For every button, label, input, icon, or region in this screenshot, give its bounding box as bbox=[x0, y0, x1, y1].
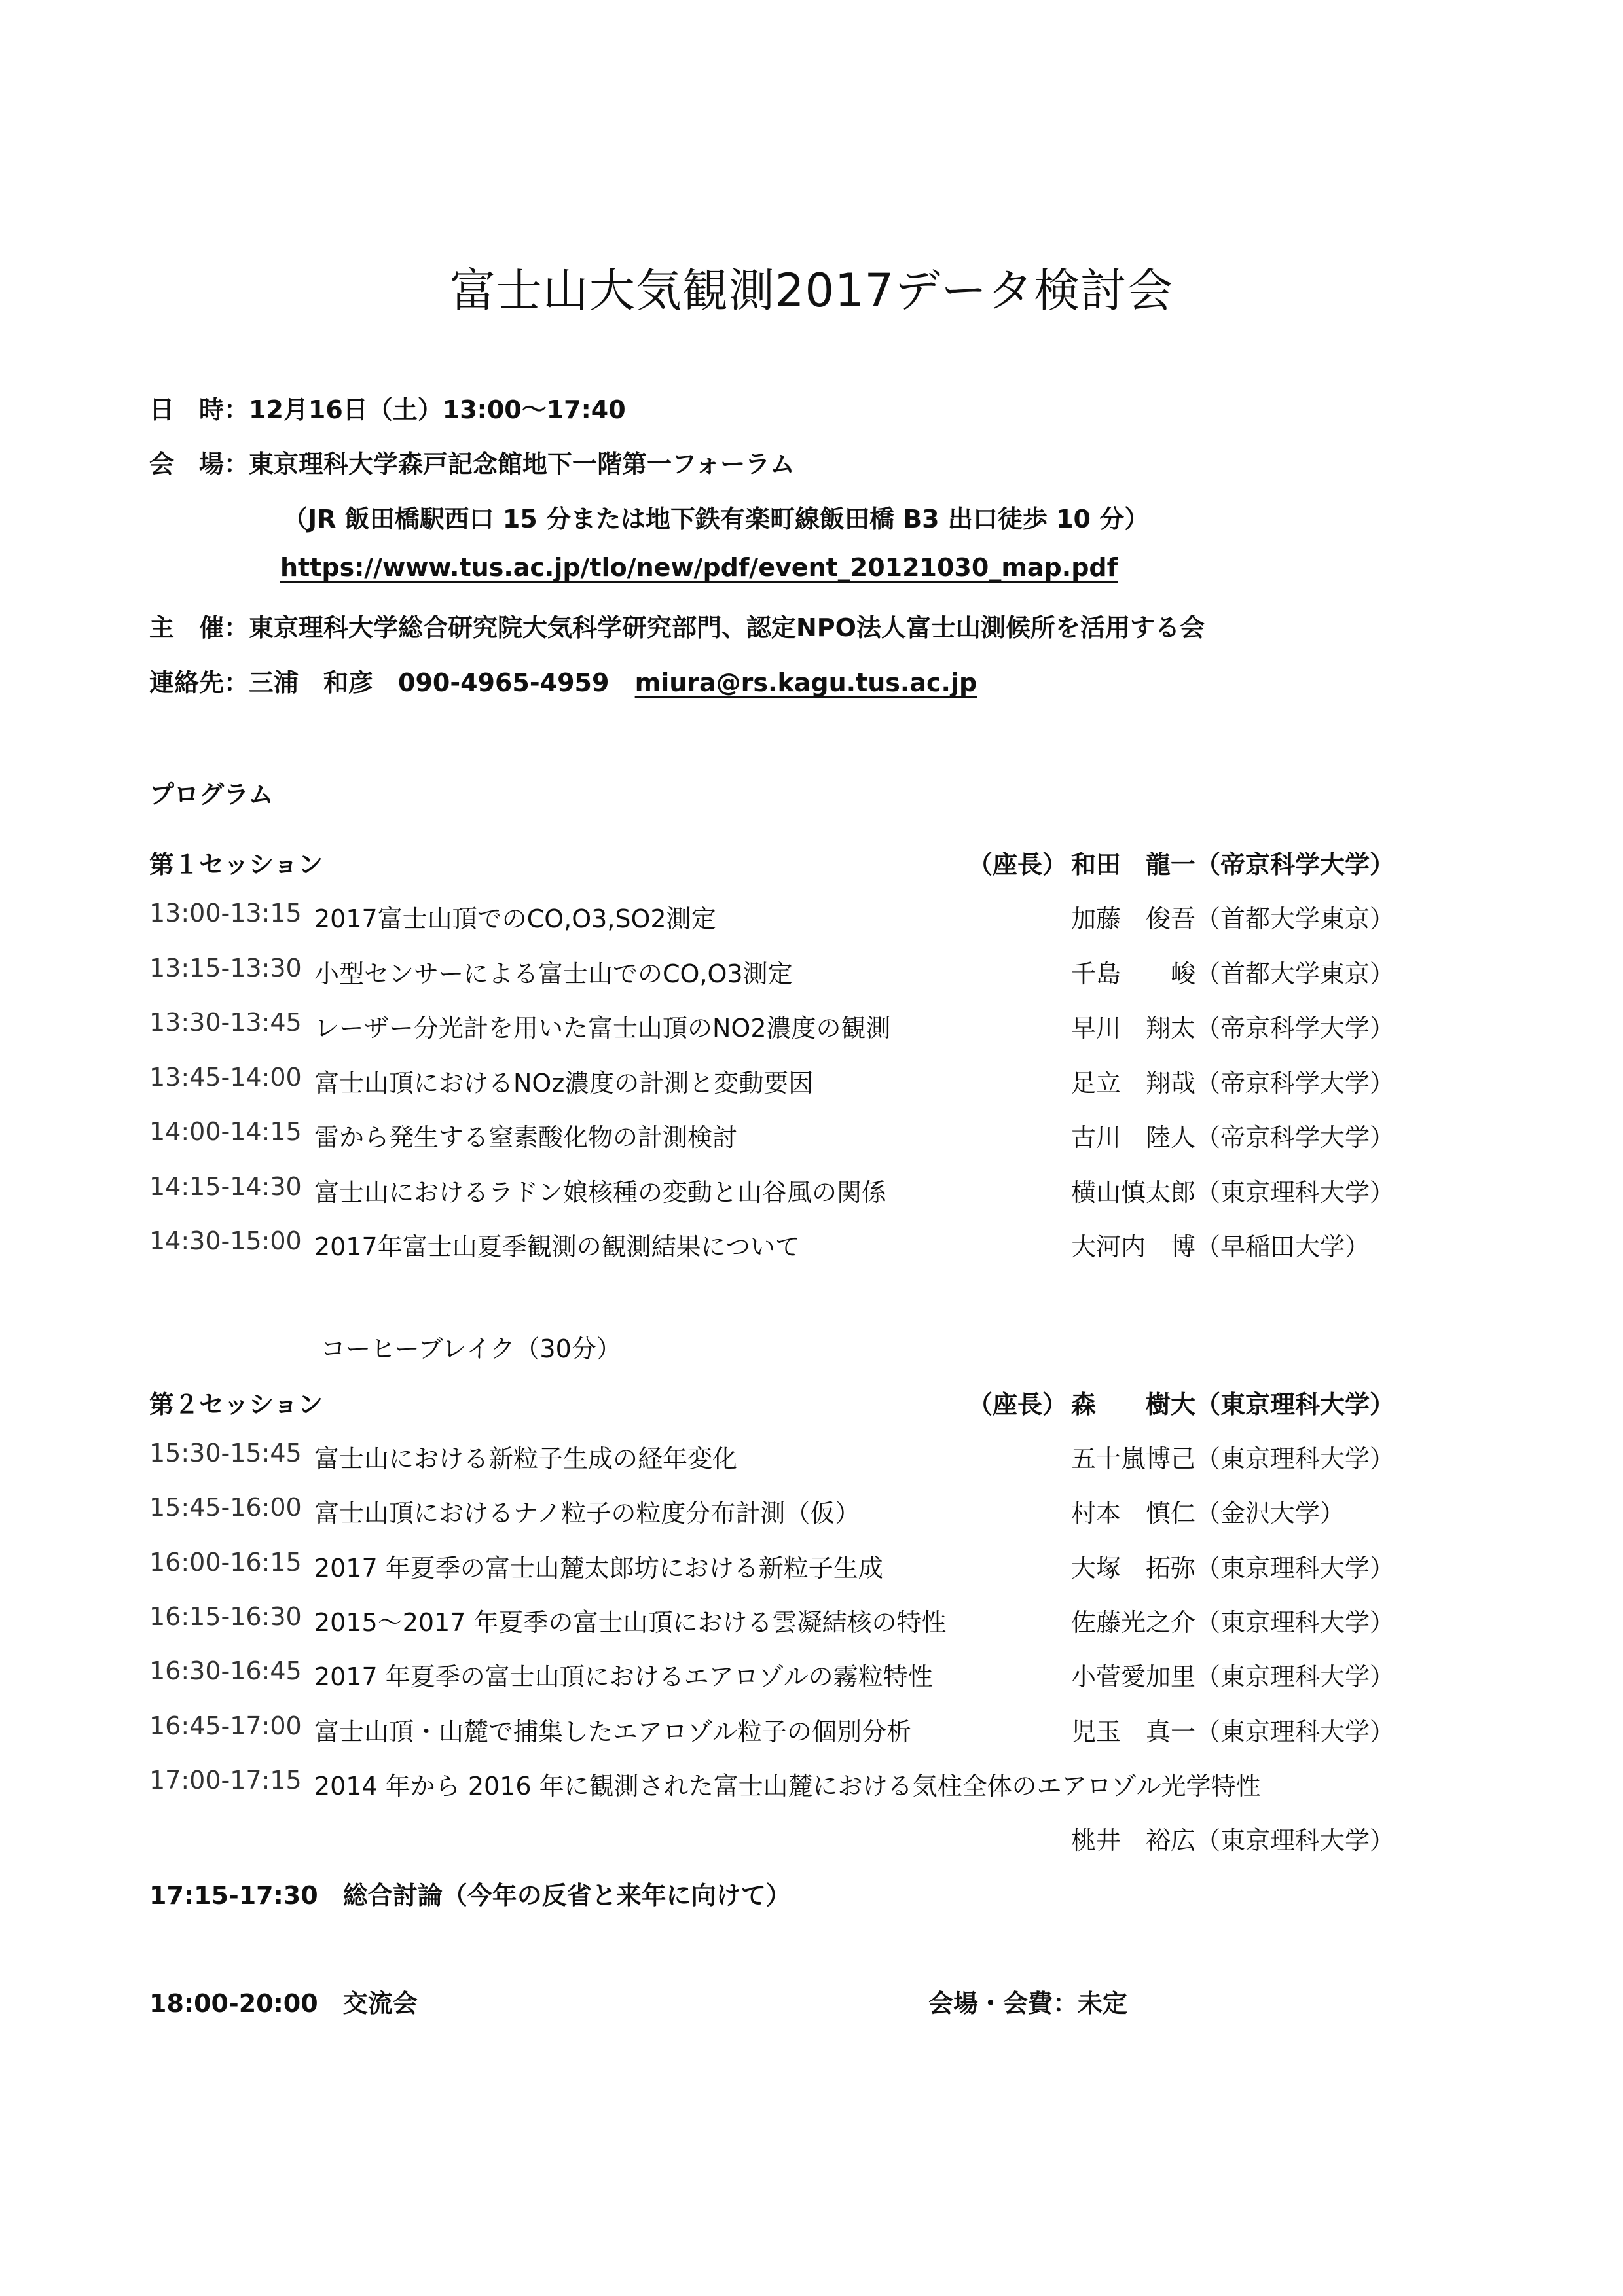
talk-speaker: 小菅愛加里（東京理科大学） bbox=[1071, 1662, 1395, 1692]
session-chair: 和田 龍一（帝京科学大学） bbox=[1071, 850, 1395, 879]
talk-title: 富士山頂・山麓で捕集したエアロゾル粒子の個別分析 bbox=[314, 1717, 912, 1746]
talk-row bbox=[149, 1547, 1395, 1587]
talk-time: 15:30-15:45 bbox=[149, 1439, 302, 1467]
map-link[interactable]: https://www.tus.ac.jp/tlo/new/pdf/event_20121030_map.pdf bbox=[280, 553, 1118, 582]
talk-time: 16:30-16:45 bbox=[149, 1657, 302, 1686]
talk-speaker: 足立 翔哉（帝京科学大学） bbox=[1071, 1068, 1395, 1098]
talk-speaker: 早川 翔太（帝京科学大学） bbox=[1071, 1014, 1395, 1043]
talk-speaker: 佐藤光之介（東京理科大学） bbox=[1071, 1607, 1395, 1637]
talk-time: 14:30-15:00 bbox=[149, 1227, 302, 1255]
session-chair: 森 樹大（東京理科大学） bbox=[1071, 1390, 1395, 1419]
talk-row bbox=[149, 1062, 1395, 1102]
page-title: 富士山大気観測2017データ検討会 bbox=[449, 264, 1174, 317]
program-heading: プログラム bbox=[149, 780, 274, 809]
talk-row bbox=[149, 1711, 1395, 1751]
talk-row bbox=[149, 1227, 1387, 1266]
talk-row bbox=[149, 1439, 1395, 1478]
talk-title: 富士山頂におけるナノ粒子の粒度分布計測（仮） bbox=[314, 1499, 860, 1528]
talk-time: 15:45-16:00 bbox=[149, 1493, 302, 1522]
talk-title: 2017年富士山夏季観測の観測結果について bbox=[314, 1232, 800, 1261]
talk-row bbox=[149, 899, 1395, 938]
event-venue: 会 場：東京理科大学森戸記念館地下一階第一フォーラム bbox=[149, 450, 795, 478]
talk-time: 13:30-13:45 bbox=[149, 1008, 302, 1037]
talk-title: 小型センサーによる富士山でのCO,O3測定 bbox=[314, 959, 793, 988]
talk-speaker: 五十嵐博己（東京理科大学） bbox=[1071, 1444, 1395, 1473]
talk-speaker: 千島 峻（首都大学東京） bbox=[1071, 959, 1395, 988]
talk-speaker: 桃井 裕広（東京理科大学） bbox=[1071, 1826, 1395, 1856]
talk-row bbox=[149, 1766, 1387, 1805]
talk-title: 富士山における新粒子生成の経年変化 bbox=[314, 1444, 738, 1473]
talk-title: 2014 年から 2016 年に観測された富士山麓における気柱全体のエアロゾル光学特性 bbox=[314, 1771, 1261, 1801]
contact-label: 連絡先：三浦 和彦 090-4965-4959 bbox=[149, 668, 610, 697]
talk-speaker: 村本 慎仁（金沢大学） bbox=[1071, 1499, 1345, 1528]
contact-email[interactable]: miura@rs.kagu.tus.ac.jp bbox=[634, 668, 977, 697]
talk-title: レーザー分光計を用いた富士山頂のNO2濃度の観測 bbox=[314, 1014, 891, 1043]
talk-time: 14:15-14:30 bbox=[149, 1172, 302, 1201]
talk-time: 13:00-13:15 bbox=[149, 899, 302, 927]
coffee-break: コーヒーブレイク（30分） bbox=[321, 1335, 621, 1363]
talk-time: 13:15-13:30 bbox=[149, 953, 302, 982]
talk-title: 雷から発生する窒素酸化物の計測検討 bbox=[314, 1123, 738, 1152]
talk-title: 2017 年夏季の富士山麓太郎坊における新粒子生成 bbox=[314, 1553, 883, 1583]
event-organizer: 主 催：東京理科大学総合研究院大気科学研究部門、認定NPO法人富士山測候所を活用する会 bbox=[149, 613, 1205, 642]
session-title: 第１セッション bbox=[149, 850, 323, 879]
talk-time: 16:45-17:00 bbox=[149, 1711, 302, 1740]
talk-speaker: 児玉 真一（東京理科大学） bbox=[1071, 1717, 1395, 1746]
talk-title: 2015〜2017 年夏季の富士山頂における雲凝結核の特性 bbox=[314, 1607, 947, 1637]
talk-row bbox=[149, 1820, 1395, 1859]
talk-time: 17:00-17:15 bbox=[149, 1765, 302, 1795]
session-1-header bbox=[149, 844, 1395, 884]
venue-access: （JR 飯田橋駅西口 15 分または地下鉄有楽町線飯田橋 B3 出口徒歩 10 分） bbox=[283, 505, 1150, 533]
talk-speaker: 横山慎太郎（東京理科大学） bbox=[1071, 1177, 1395, 1207]
talk-title: 2017 年夏季の富士山頂におけるエアロゾルの霧粒特性 bbox=[314, 1662, 933, 1692]
talk-speaker: 大塚 拓弥（東京理科大学） bbox=[1071, 1553, 1395, 1583]
talk-title: 2017富士山頂でのCO,O3,SO2測定 bbox=[314, 905, 716, 933]
talk-row bbox=[149, 1602, 1395, 1641]
chair-role: （座長） bbox=[968, 1390, 1068, 1419]
contact-info bbox=[149, 662, 977, 698]
talk-row bbox=[149, 1172, 1395, 1211]
talk-speaker: 古川 陸人（帝京科学大学） bbox=[1071, 1123, 1395, 1152]
chair-role: （座長） bbox=[968, 850, 1068, 879]
general-discussion: 17:15-17:30 総合討論（今年の反省と来年に向けて） bbox=[149, 1881, 791, 1910]
session-2-header bbox=[149, 1384, 1395, 1424]
talk-time: 16:00-16:15 bbox=[149, 1547, 302, 1577]
reception-venue-fee: 会場・会費：未定 bbox=[928, 1989, 1128, 2018]
talk-time: 14:00-14:15 bbox=[149, 1117, 302, 1146]
talk-time: 13:45-14:00 bbox=[149, 1062, 302, 1092]
talk-row bbox=[149, 1657, 1395, 1696]
talk-speaker: 加藤 俊吾（首都大学東京） bbox=[1071, 905, 1395, 933]
talk-row bbox=[149, 1493, 1387, 1532]
talk-speaker: 大河内 博（早稲田大学） bbox=[1071, 1232, 1370, 1261]
talk-row bbox=[149, 1117, 1395, 1157]
talk-title: 富士山頂におけるNOz濃度の計測と変動要因 bbox=[314, 1068, 814, 1098]
talk-title: 富士山におけるラドン娘核種の変動と山谷風の関係 bbox=[314, 1177, 887, 1207]
session-title: 第２セッション bbox=[149, 1390, 323, 1419]
event-date: 日 時：12月16日（土）13:00〜17:40 bbox=[149, 395, 626, 424]
talk-time: 16:15-16:30 bbox=[149, 1602, 302, 1631]
reception-time: 18:00-20:00 交流会 bbox=[149, 1989, 418, 2018]
talk-row bbox=[149, 953, 1395, 993]
talk-row bbox=[149, 1008, 1395, 1047]
